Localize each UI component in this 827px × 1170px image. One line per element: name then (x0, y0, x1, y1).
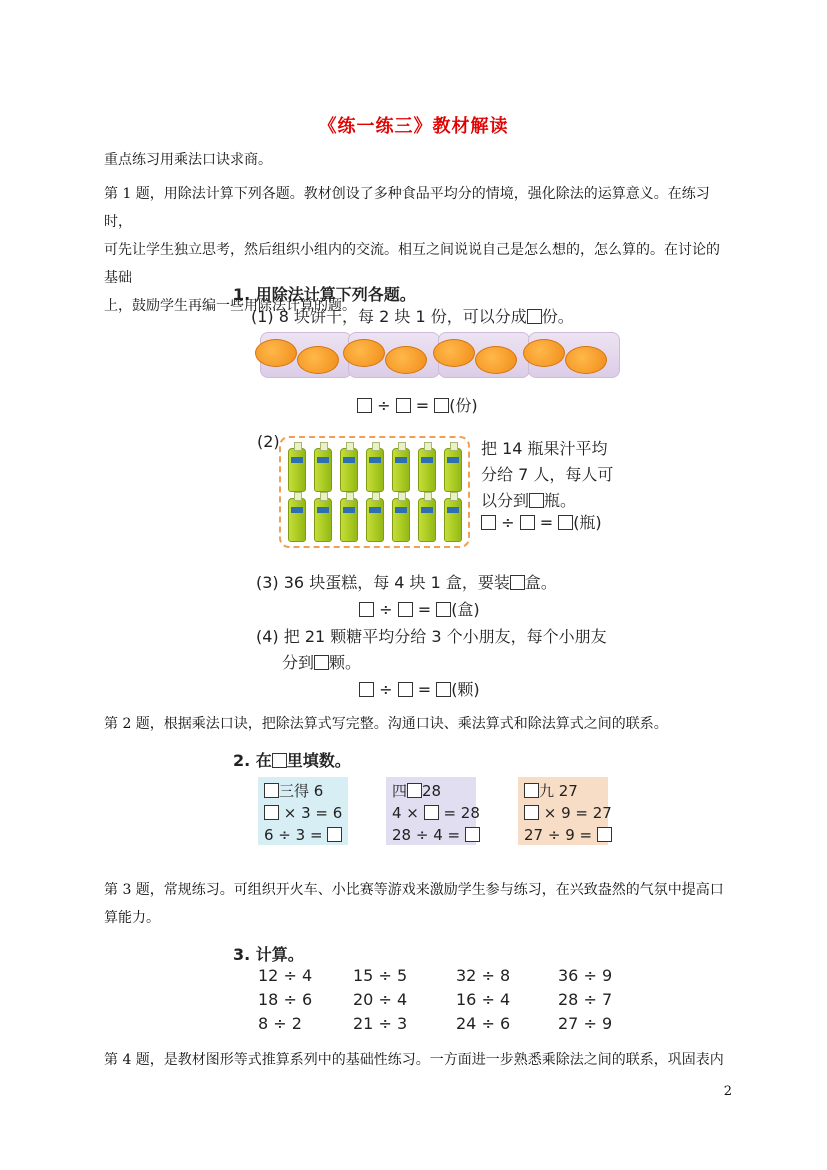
card-text: 28 (422, 782, 442, 800)
paragraph-1-line-3: 上，鼓励学生再编一些用除法计算的题。 (104, 298, 356, 314)
q1-text-end: 份。 (541, 307, 574, 326)
calc-item: 36 ÷ 9 (558, 966, 613, 985)
cookie-plate (260, 332, 352, 378)
juice-bottle-icon (392, 448, 410, 492)
paragraph-1-line-1: 第 1 题，用除法计算下列各题。教材创设了多种食品平均分的情境，强化除法的运算意义。在练习时， (104, 186, 710, 230)
q2-text (481, 436, 613, 514)
q2-text-line-2: 分给 7 人，每人可 (481, 465, 614, 484)
card-text: × 3 = 6 (283, 804, 343, 822)
cookie-plate (528, 332, 620, 378)
card-row (264, 824, 342, 846)
answer-box (510, 575, 525, 590)
answer-box (407, 783, 422, 798)
page-title: 《练一练三》教材解读 (318, 116, 509, 137)
fact-card-3 (518, 777, 612, 845)
exercise-1-q3 (256, 570, 557, 593)
card-row (392, 824, 470, 846)
answer-box (524, 783, 539, 798)
card-row (392, 802, 480, 824)
card-text: × 9 = 27 (543, 804, 612, 822)
equals-sign: = (417, 680, 432, 699)
equals-sign: = (539, 513, 554, 532)
card-text: 28 ÷ 4 = (392, 826, 461, 844)
q3-equation (359, 597, 480, 620)
calc-item: 18 ÷ 6 (258, 990, 313, 1009)
q3-text-end: 盒。 (524, 573, 557, 592)
answer-box (314, 655, 329, 670)
divide-sign: ÷ (379, 680, 393, 699)
divide-sign: ÷ (379, 600, 393, 619)
unit-label: (瓶) (573, 513, 602, 532)
answer-box (264, 783, 279, 798)
exercise-1-q1 (251, 304, 574, 327)
q2-text-line-3-start: 以分到 (481, 491, 530, 510)
cookie-icon (343, 339, 385, 367)
juice-bottle-icon (392, 498, 410, 542)
juice-bottle-icon (366, 498, 384, 542)
q2-text-line-1: 把 14 瓶果汁平均 (481, 439, 608, 458)
card-text: 4 × (392, 804, 419, 822)
juice-bottle-icon (288, 448, 306, 492)
q2-text-line-3-end: 瓶。 (544, 491, 577, 510)
juice-bottle-icon (418, 498, 436, 542)
exercise-3-heading: 3. 计算。 (233, 945, 304, 964)
cookie-icon (475, 346, 517, 374)
divide-sign: ÷ (377, 396, 391, 415)
card-row (524, 824, 602, 846)
card-text: 四 (392, 782, 408, 800)
juice-bottle-icon (314, 448, 332, 492)
answer-box (357, 398, 372, 413)
q4-equation (359, 677, 480, 700)
exercise-1-q4-line-1: (4) 把 21 颗糖平均分给 3 个小朋友，每个小朋友 (256, 627, 607, 646)
juice-bottle-icon (340, 448, 358, 492)
answer-box (434, 398, 449, 413)
answer-box (264, 805, 279, 820)
cookie-icon (523, 339, 565, 367)
cookie-icon (255, 339, 297, 367)
answer-box (436, 682, 451, 697)
answer-box (436, 602, 451, 617)
paragraph-3-line-2: 算能力。 (104, 910, 160, 926)
card-row (264, 802, 342, 824)
card-text: 27 ÷ 9 = (524, 826, 593, 844)
answer-box (524, 805, 539, 820)
equals-sign: = (415, 396, 430, 415)
answer-box (529, 493, 544, 508)
answer-box (481, 515, 496, 530)
calc-item: 32 ÷ 8 (456, 966, 511, 985)
exercise-1-heading: 1. 用除法计算下列各题。 (233, 285, 416, 304)
card-text: = 28 (443, 804, 480, 822)
divide-sign: ÷ (501, 513, 515, 532)
fact-card-2 (386, 777, 480, 845)
juice-bottle-icon (418, 448, 436, 492)
q1-text: (1) 8 块饼干，每 2 块 1 份，可以分成 (251, 307, 527, 326)
q4-text-end: 颗。 (329, 653, 362, 672)
card-text: 九 27 (539, 782, 578, 800)
answer-box (398, 602, 413, 617)
calc-item: 21 ÷ 3 (353, 1014, 408, 1033)
answer-box (597, 827, 612, 842)
cookie-icon (385, 346, 427, 374)
juice-bottle-icon (288, 498, 306, 542)
exercise-2-heading (233, 748, 351, 771)
juice-bottle-icon (444, 448, 462, 492)
paragraph-3 (104, 876, 724, 932)
answer-box (398, 682, 413, 697)
q3-text: (3) 36 块蛋糕，每 4 块 1 盒，要装 (256, 573, 510, 592)
card-text: 6 ÷ 3 = (264, 826, 323, 844)
answer-box (272, 753, 287, 768)
q2-label: (2) (257, 432, 280, 451)
unit-label: (份) (449, 396, 478, 415)
unit-label: (盒) (451, 600, 480, 619)
calc-item: 8 ÷ 2 (258, 1014, 302, 1033)
calc-item: 16 ÷ 4 (456, 990, 511, 1009)
answer-box (465, 827, 480, 842)
q1-equation (357, 393, 478, 416)
cookie-plate (438, 332, 530, 378)
unit-label: (颗) (451, 680, 480, 699)
juice-bottle-icon (340, 498, 358, 542)
cookie-icon (433, 339, 475, 367)
juice-bottle-icon (444, 498, 462, 542)
answer-box (359, 602, 374, 617)
cookie-icon (565, 346, 607, 374)
answer-box (396, 398, 411, 413)
exercise-2-heading-end: 里填数。 (286, 751, 351, 770)
paragraph-1-line-2: 可先让学生独立思考，然后组织小组内的交流。相互之间说说自己是怎么想的，怎么算的。在讨论的基础 (104, 242, 720, 286)
calc-item: 20 ÷ 4 (353, 990, 408, 1009)
calc-item: 24 ÷ 6 (456, 1014, 511, 1033)
q2-equation (481, 510, 602, 533)
q4-text: 分到 (282, 653, 315, 672)
answer-box (327, 827, 342, 842)
juice-bottle-frame (279, 436, 470, 548)
calc-item: 15 ÷ 5 (353, 966, 408, 985)
juice-bottle-icon (366, 448, 384, 492)
fact-card-1 (258, 777, 348, 845)
calc-item: 27 ÷ 9 (558, 1014, 613, 1033)
card-row (524, 802, 612, 824)
card-text: 三得 6 (279, 782, 324, 800)
page-number: 2 (723, 1084, 732, 1099)
paragraph-3-line-1: 第 3 题，常规练习。可组织开火车、小比赛等游戏来激励学生参与练习，在兴致盎然的气氛中提高口 (104, 882, 724, 898)
cookie-plate (348, 332, 440, 378)
answer-box (527, 309, 542, 324)
answer-box (424, 805, 439, 820)
calc-item: 12 ÷ 4 (258, 966, 313, 985)
answer-box (520, 515, 535, 530)
calc-item: 28 ÷ 7 (558, 990, 613, 1009)
exercise-1-q4-line-2 (282, 650, 361, 673)
intro-text: 重点练习用乘法口诀求商。 (104, 152, 272, 168)
paragraph-2: 第 2 题，根据乘法口诀，把除法算式写完整。沟通口诀、乘法算式和除法算式之间的联系。 (104, 716, 668, 732)
paragraph-4: 第 4 题，是教材图形等式推算系列中的基础性练习。一方面进一步熟悉乘除法之间的联系，巩固表内 (104, 1052, 724, 1068)
answer-box (359, 682, 374, 697)
cookie-icon (297, 346, 339, 374)
exercise-2-heading-start: 2. 在 (233, 751, 272, 770)
card-row (524, 780, 602, 802)
juice-bottle-icon (314, 498, 332, 542)
answer-box (558, 515, 573, 530)
equals-sign: = (417, 600, 432, 619)
card-row (392, 780, 470, 802)
card-row (264, 780, 342, 802)
